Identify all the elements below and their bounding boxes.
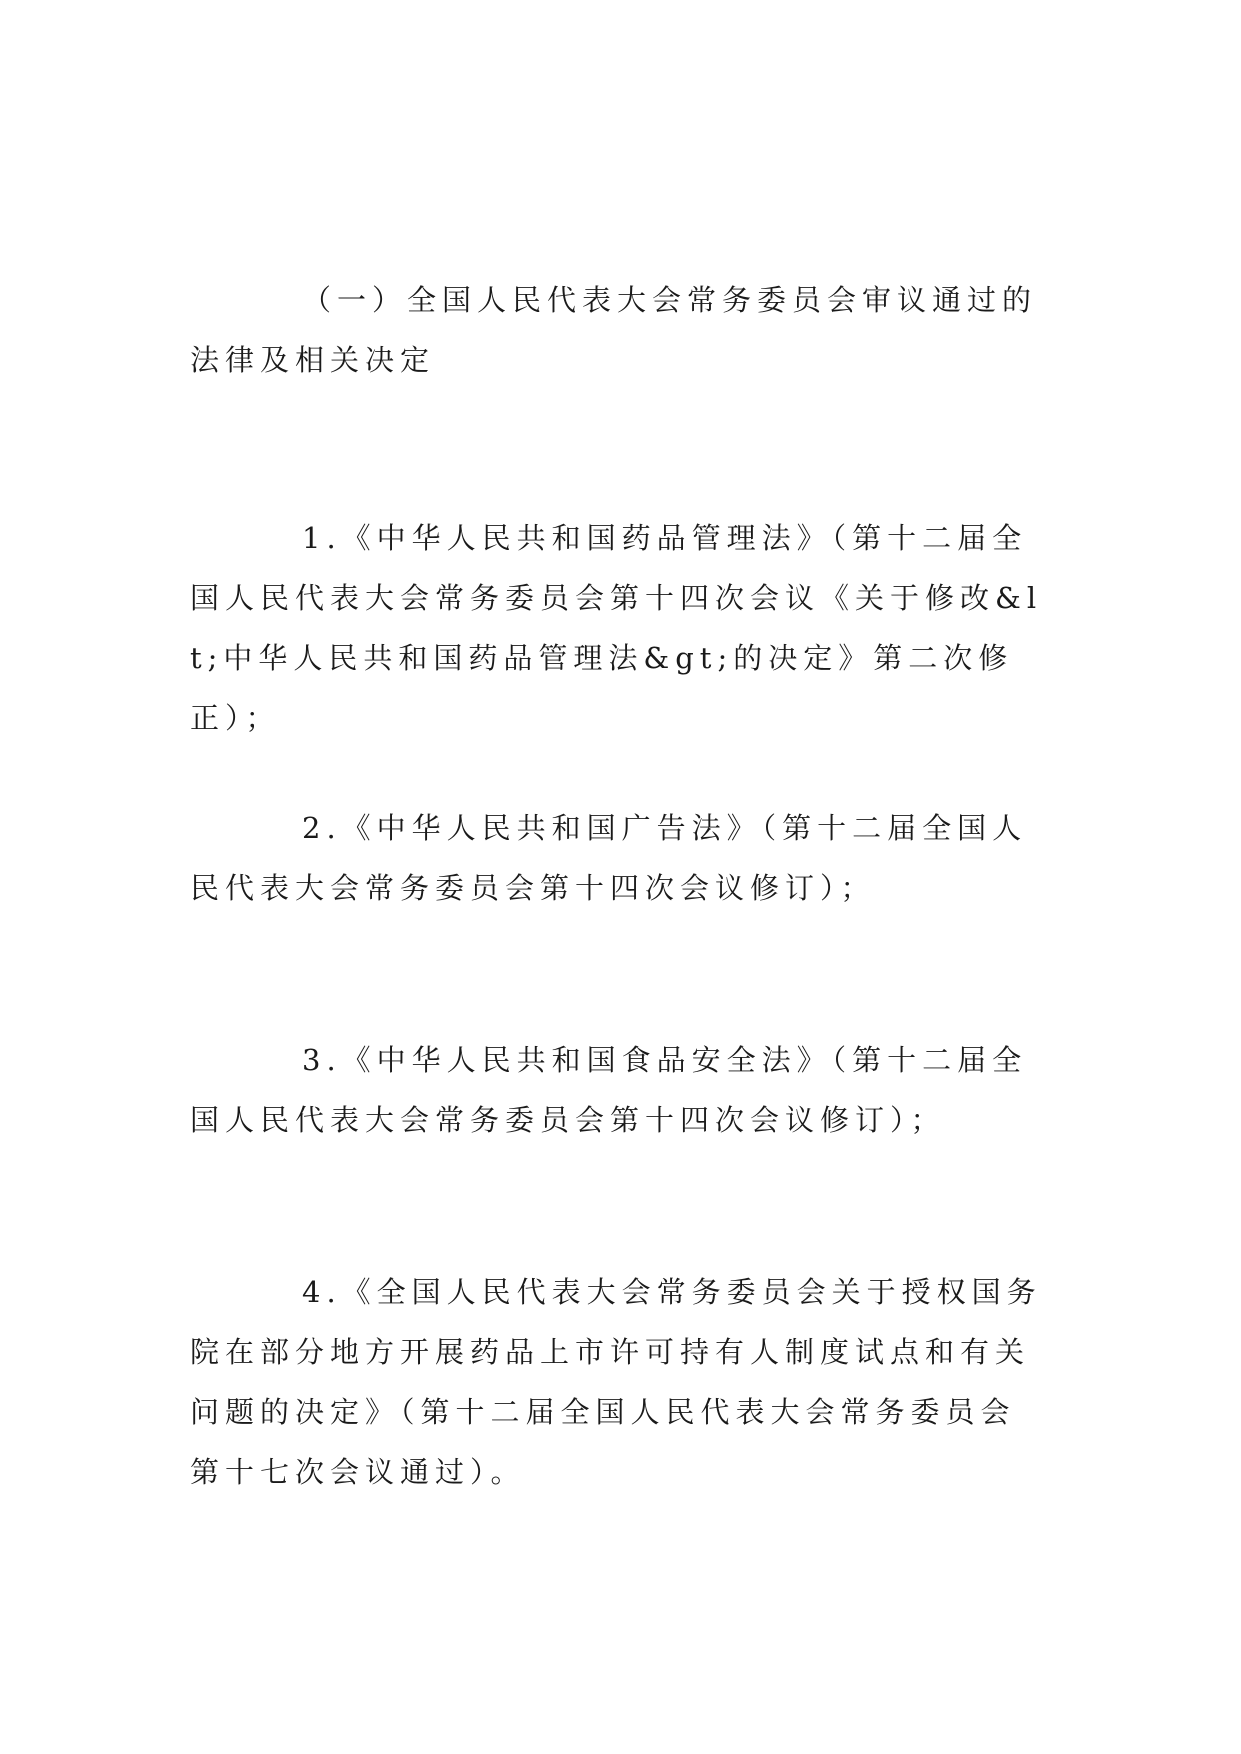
list-item: 3.《中华人民共和国食品安全法》（第十二届全国人民代表大会常务委员会第十四次会议修订）； [190,1043,1028,1137]
section-heading: （一）全国人民代表大会常务委员会审议通过的法律及相关决定 [190,283,1038,377]
list-item: 1.《中华人民共和国药品管理法》（第十二届全国人民代表大会常务委员会第十四次会议《关于修改&lt;中华人民共和国药品管理法&gt;的决定》第二次修正）； [190,521,1043,735]
list-item: 4.《全国人民代表大会常务委员会关于授权国务院在部分地方开展药品上市许可持有人制度试点和有关问题的决定》（第十二届全国人民代表大会常务委员会第十七次会议通过）。 [190,1275,1042,1489]
list-item: 2.《中华人民共和国广告法》（第十二届全国人民代表大会常务委员会第十四次会议修订）； [190,811,1028,905]
